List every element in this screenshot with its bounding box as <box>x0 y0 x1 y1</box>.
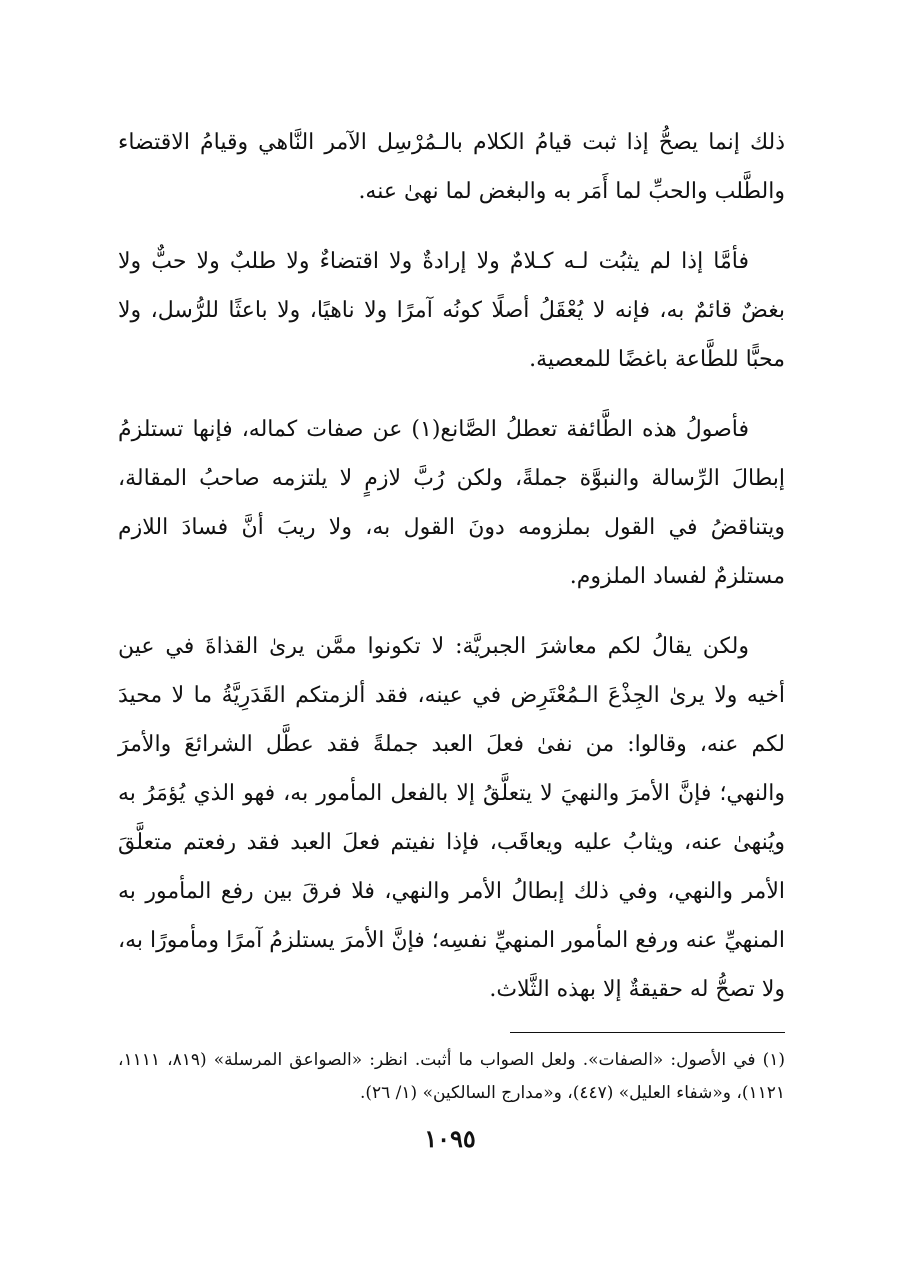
page-number: ١٠٩٥ <box>424 1124 476 1153</box>
footnote: (١) في الأصول: «الصفات». ولعل الصواب ما أثبت. انظر: «الصواعق المرسلة» (٨١٩، ١١١١، ١١٢١)، و«شفاء العليل» (٤٤٧)، و«مدارج السالكين» (١/ ٢٦). <box>118 1050 785 1103</box>
paragraph-4: ولكن يقالُ لكم معاشرَ الجبريَّة: لا تكونوا ممَّن يرىٰ القذاةَ في عين أخيه ولا يرىٰ الجِذْعَ الـمُعْتَرِض في عينه، فقد ألزمتكم القَدَرِيَّةُ ما لا محيدَ لكم عنه، وقالوا: من نفىٰ فعلَ العبد جملةً فقد عطَّل الشرائعَ والأمرَ والنهي؛ فإنَّ الأمرَ والنهيَ لا يتعلَّقُ إلا بالفعل المأمور به، فهو الذي يُؤمَرُ به ويُنهىٰ عنه، ويثابُ عليه ويعاقَب، فإذا نفيتم فعلَ العبد فقد رفعتم متعلَّقَ الأمر والنهي، وفي ذلك إبطالُ الأمر والنهي، فلا فرقَ بين رفع المأمور به المنهيِّ عنه ورفع المأمور المنهيِّ نفسِه؛ فإنَّ الأمرَ يستلزمُ آمرًا ومأمورًا به، ولا تصحُّ له حقيقةٌ إلا بهذه الثَّلاث. <box>118 634 785 1002</box>
footnote-divider <box>510 1032 785 1033</box>
main-text <box>118 118 785 1014</box>
paragraph-1: ذلك إنما يصحُّ إذا ثبت قيامُ الكلام بالـمُرْسِل الآمر النَّاهي وقيامُ الاقتضاء والطَّلب والحبِّ لما أَمَر به والبغض لما نهىٰ عنه. <box>118 130 785 204</box>
paragraph-2: فأمَّا إذا لم يثبُت لـه كـلامٌ ولا إرادةٌ ولا اقتضاءٌ ولا طلبٌ ولا حبٌّ ولا بغضٌ قائمٌ به، فإنه لا يُعْقَلُ أصلًا كونُه آمرًا ولا ناهيًا، ولا باعثًا للرُّسل، ولا محبًّا للطَّاعة باغضًا للمعصية. <box>118 249 785 372</box>
paragraph-3: فأصولُ هذه الطَّائفة تعطلُ الصَّانع(١) عن صفات كماله، فإنها تستلزمُ إبطالَ الرِّسالة والنبوَّة جملةً، ولكن رُبَّ لازمٍ لا يلتزمه صاحبُ المقالة، ويتناقضُ في القول بملزومه دونَ القول به، ولا ريبَ أنَّ فسادَ اللازم مستلزمٌ لفساد الملزوم. <box>118 417 785 589</box>
